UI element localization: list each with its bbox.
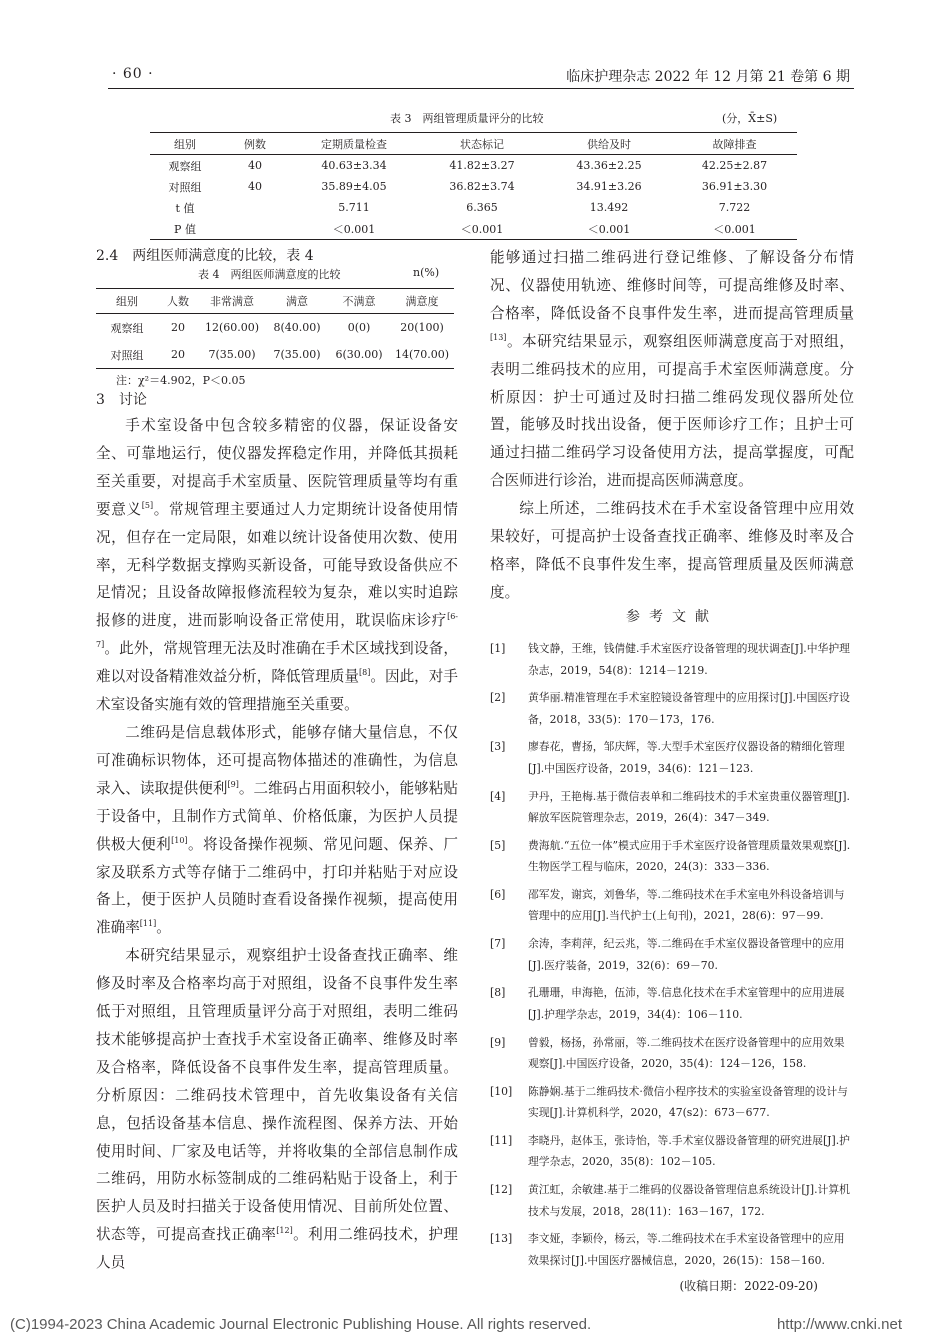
table-cell: 6.365	[466, 201, 498, 214]
reference-text: 余涛，李莉萍，纪云兆，等.二维码在手术室仪器设备管理中的应用[J].医疗装备，2019，32(6)：69－70.	[528, 937, 845, 972]
reference-text: 陈静娴.基于二维码技术·微信小程序技术的实验室设备管理的设计与实现[J].计算机科学，2020，47(s2)：673－677.	[528, 1084, 848, 1120]
table-cell	[220, 218, 290, 240]
reference-item	[490, 982, 854, 1025]
reference-text: 李文娅，李颖伶，杨云，等.二维码技术在手术室设备管理中的应用效果探讨[J].中国医疗器械信息，2020，26(15)：158－160.	[528, 1232, 845, 1267]
table-cell: 35.89±4.05	[321, 180, 387, 193]
table3	[150, 132, 797, 240]
reference-item	[490, 835, 854, 878]
table3-col-header: 组别	[174, 137, 196, 151]
reference-item	[490, 736, 854, 779]
reference-text: 廖春花，曹扬，邹庆辉，等.大型手术室医疗仪器设备的精细化管理[J].中国医疗设备，2019，34(6)：121－123.	[528, 740, 845, 775]
conclusion-paragraph: 综上所述，二维码技术在手术室设备管理中应用效果较好，可提高护士设备查找正确率、维修及时率及合格率，降低不良事件发生率，提高管理质量及医师满意度。	[490, 500, 854, 601]
reference-number: [6]	[490, 887, 506, 901]
citation: [6-7]	[96, 612, 458, 650]
table4-caption: 表 4 两组医师满意度的比较	[198, 268, 341, 281]
table3-col-header: 定期质量检查	[321, 137, 387, 151]
reference-text: 黄华丽.精准管理在手术室腔镜设备管理中的应用探讨[J].中国医疗设备，2018，33(5)：170－173，176.	[528, 691, 850, 726]
copyright-notice: (C)1994-2023 China Academic Journal Electronic Publishing House. All rights reserved.	[10, 1316, 592, 1333]
reference-item	[490, 1228, 854, 1271]
table-cell: 41.82±3.27	[449, 159, 515, 172]
reference-item	[490, 1179, 854, 1222]
reference-item	[490, 933, 854, 976]
table-cell: ＜0.001	[460, 222, 504, 236]
discussion-paragraph: 能够通过扫描二维码进行登记维修、了解设备分布情况、仪器使用轨迹、维修时间等，可提高维修及时率、合格率，降低设备不良事件发生率，进而提高管理质量[13]。本研究结果显示，观察组医师满意度高于对照组，表明二维码技术的应用，可提高手术室医师满意度。分析原因：护士可通过及时扫描二维码发现仪器所处位置，能够及时找出设备，便于医师诊疗工作；且护士可通过扫描二维码学习设备使用方法，提高掌握度，可配合医师进行诊治，进而提高医师满意度。	[490, 249, 854, 490]
table4-col-header: 组别	[116, 295, 138, 308]
reference-number: [3]	[490, 740, 506, 754]
table4-header-row	[96, 289, 454, 314]
reference-number: [8]	[490, 986, 506, 1000]
table-row	[150, 218, 797, 240]
reference-number: [7]	[490, 937, 506, 951]
discussion-paragraph: 二维码是信息载体形式，能够存储大量信息，不仅可准确标识物体，还可提高物体描述的准确性，为信息录入、读取提供便利[9]。二维码占用面积较小，能够粘贴于设备中，且制作方式简单、价格低廉，为医护人员提供极大便利[10]。将设备操作视频、常见问题、保养、厂家及联系方式等存储于二维码中，打印并粘贴于对应设备上，便于医护人员随时查看设备操作视频，提高使用准确率[11]。	[96, 723, 458, 937]
table-cell: 14(70.00)	[394, 348, 450, 361]
reference-item	[490, 786, 854, 829]
table-cell: 20	[171, 348, 185, 361]
reference-item	[490, 687, 854, 730]
table4-col-header: 人数	[167, 295, 189, 308]
section-heading-3: 3 讨论	[96, 392, 147, 408]
table3-caption: 表 3 两组管理质量评分的比较	[390, 112, 544, 125]
table-cell: 6(30.00)	[335, 348, 383, 361]
table3-unit: (分，X̄±S)	[722, 112, 778, 125]
page-number: · 60 ·	[112, 66, 154, 82]
received-date: (收稿日期：2022-09-20)	[679, 1279, 818, 1294]
table4-col-header: 满意	[286, 295, 308, 308]
table-cell: 13.492	[589, 201, 629, 214]
reference-list	[490, 638, 854, 1294]
table-row	[150, 197, 797, 218]
table-cell: 20(100)	[400, 321, 444, 334]
table-cell: 0(0)	[347, 321, 371, 334]
reference-text: 曾毅，杨扬，孙常丽，等.二维码技术在医疗设备管理中的应用效果观察[J].中国医疗设备，2020，35(4)：124－126，158.	[528, 1035, 845, 1070]
table3-header-row	[150, 133, 797, 155]
reference-text: 孔珊珊，申海艳，伍沛，等.信息化技术在手术室管理中的应用进展[J].护理学杂志，2019，34(4)：106－110.	[528, 986, 845, 1021]
table4-unit: n(%)	[413, 266, 440, 279]
table-cell: 5.711	[338, 201, 370, 214]
discussion-paragraph: 手术室设备中包含较多精密的仪器，保证设备安全、可靠地运行，使仪器发挥稳定作用，并降低其损耗至关重要，对提高手术室质量、医院管理质量等均有重要意义[5]。常规管理主要通过人力定期统计设备使用情况，但存在一定局限，如难以统计设备使用次数、使用率，无科学数据支撑购买新设备，可能导致设备供应不足情况；且设备故障报修流程较为复杂，难以实时追踪报修的进度，进而影响设备正常使用，耽误临床诊疗[6-7]。此外，常规管理无法及时准确在手术区域找到设备，难以对设备精准效益分析，降低管理质量[8]。因此，对手术室设备实施有效的管理措施至关重要。	[96, 417, 458, 714]
table-cell: 36.82±3.74	[449, 180, 515, 193]
reference-number: [9]	[490, 1035, 506, 1049]
citation: [12]	[276, 1226, 293, 1236]
right-column	[490, 244, 854, 607]
table-cell: 对照组	[110, 348, 144, 362]
table4-note: 注：χ²＝4.902，P＜0.05	[116, 374, 246, 387]
table3-col-header: 故障排查	[712, 137, 757, 151]
table-cell: 观察组	[110, 321, 144, 335]
reference-number: [12]	[490, 1183, 513, 1197]
citation: [9]	[227, 779, 239, 789]
table-cell: P 值	[174, 222, 196, 236]
reference-item	[490, 638, 854, 681]
table-cell	[220, 197, 290, 218]
section-heading-2-4: 2.4 两组医师满意度的比较，表 4	[96, 248, 314, 264]
citation: [5]	[141, 500, 154, 510]
table4-col-header: 不满意	[342, 295, 376, 308]
table-row	[96, 341, 454, 369]
table-cell: 40.63±3.34	[321, 159, 387, 172]
table-cell: 12(60.00)	[204, 321, 260, 334]
citation: [10]	[171, 835, 188, 845]
table3-col-header: 供给及时	[587, 137, 631, 151]
reference-text: 黄江虹，余敏建.基于二维码的仪器设备管理信息系统设计[J].计算机技术与发展，2018，28(11)：163－167，172.	[528, 1183, 850, 1218]
table-cell: ＜0.001	[587, 222, 631, 236]
table-cell: t 值	[175, 201, 195, 215]
citation: [11]	[139, 919, 157, 929]
reference-number: [5]	[490, 838, 506, 852]
reference-item	[490, 1130, 854, 1173]
citation: [13]	[490, 332, 507, 342]
citation: [8]	[358, 668, 371, 678]
table-cell: 7(35.00)	[208, 348, 256, 361]
table4-col-header: 非常满意	[210, 295, 254, 308]
journal-issue: 临床护理杂志 2022 年 12 月第 21 卷第 6 期	[566, 69, 850, 85]
reference-item	[490, 1081, 854, 1124]
reference-text: 尹丹，王艳梅.基于微信表单和二维码技术的手术室贵重仪器管理[J].解放军医院管理杂志，2019，26(4)：347－349.	[528, 789, 850, 825]
reference-text: 费海航.“五位一体”模式应用于手术室医疗设备管理质量效果观察[J].生物医学工程与临床，2020，24(3)：333－336.	[528, 838, 851, 874]
table-cell: 43.36±2.25	[576, 159, 642, 172]
table-cell: 7.722	[718, 201, 751, 214]
table-cell: 42.25±2.87	[701, 159, 768, 172]
reference-number: [1]	[490, 642, 506, 655]
table-cell: ＜0.001	[332, 222, 376, 236]
reference-number: [4]	[490, 789, 506, 803]
reference-number: [10]	[490, 1084, 513, 1098]
reference-text: 邵军发，谢宾，刘鲁华，等.二维码技术在手术室电外科设备培训与管理中的应用[J].当代护士(上旬刊)，2021，28(6)：97－99.	[528, 887, 845, 923]
reference-item	[490, 884, 854, 927]
table-cell: 40	[248, 159, 262, 172]
reference-text: 钱文静，王维，钱倩健.手术室医疗设备管理的现状调查[J].中华护理杂志，2019，54(8)：1214－1219.	[528, 642, 850, 677]
table-row	[96, 314, 454, 342]
table-cell: 34.91±3.26	[576, 180, 642, 193]
table-row	[150, 155, 797, 177]
table-cell: 40	[248, 180, 262, 193]
table-cell: ＜0.001	[713, 222, 756, 236]
reference-number: [13]	[490, 1232, 513, 1246]
header-rule	[108, 88, 854, 89]
left-column	[96, 412, 458, 1277]
table3-col-header: 状态标记	[460, 137, 504, 151]
table-cell: 7(35.00)	[273, 348, 321, 361]
table4-col-header: 满意度	[405, 295, 439, 308]
reference-number: [11]	[490, 1133, 513, 1147]
table-cell: 对照组	[168, 180, 202, 194]
reference-item	[490, 1032, 854, 1075]
table-cell: 20	[171, 321, 185, 334]
table-row	[150, 176, 797, 197]
reference-text: 李晓丹，赵体玉，张诗怡，等.手术室仪器设备管理的研究进展[J].护理学杂志，2020，35(8)：102－105.	[528, 1133, 850, 1169]
table3-col-header: 例数	[244, 137, 266, 151]
table-cell: 8(40.00)	[273, 321, 321, 334]
table-cell: 36.91±3.30	[701, 180, 768, 193]
references-title: 参考文献	[626, 609, 718, 625]
discussion-paragraph: 本研究结果显示，观察组护士设备查找正确率、维修及时率及合格率均高于对照组，设备不良事件发生率低于对照组，且管理质量评分高于对照组，表明二维码技术能够提高护士查找手术室设备正确率、维修及时率及合格率，降低设备不良事件发生率，提高管理质量。分析原因：二维码技术管理中，首先收集设备有关信息，包括设备基本信息、操作流程图、保养方法、开始使用时间、厂家及电话等，并将收集的全部信息制作成二维码，用防水标签制成的二维码粘贴于设备上，利于医护人员及时扫描关于设备使用情况、目前所处位置、状态等，可提高查找正确率[12]。利用二维码技术，护理人员	[96, 947, 458, 1272]
table4	[96, 288, 454, 369]
website-link[interactable]: http://www.cnki.net	[776, 1316, 902, 1333]
table-cell: 观察组	[168, 159, 202, 173]
reference-number: [2]	[490, 691, 506, 705]
